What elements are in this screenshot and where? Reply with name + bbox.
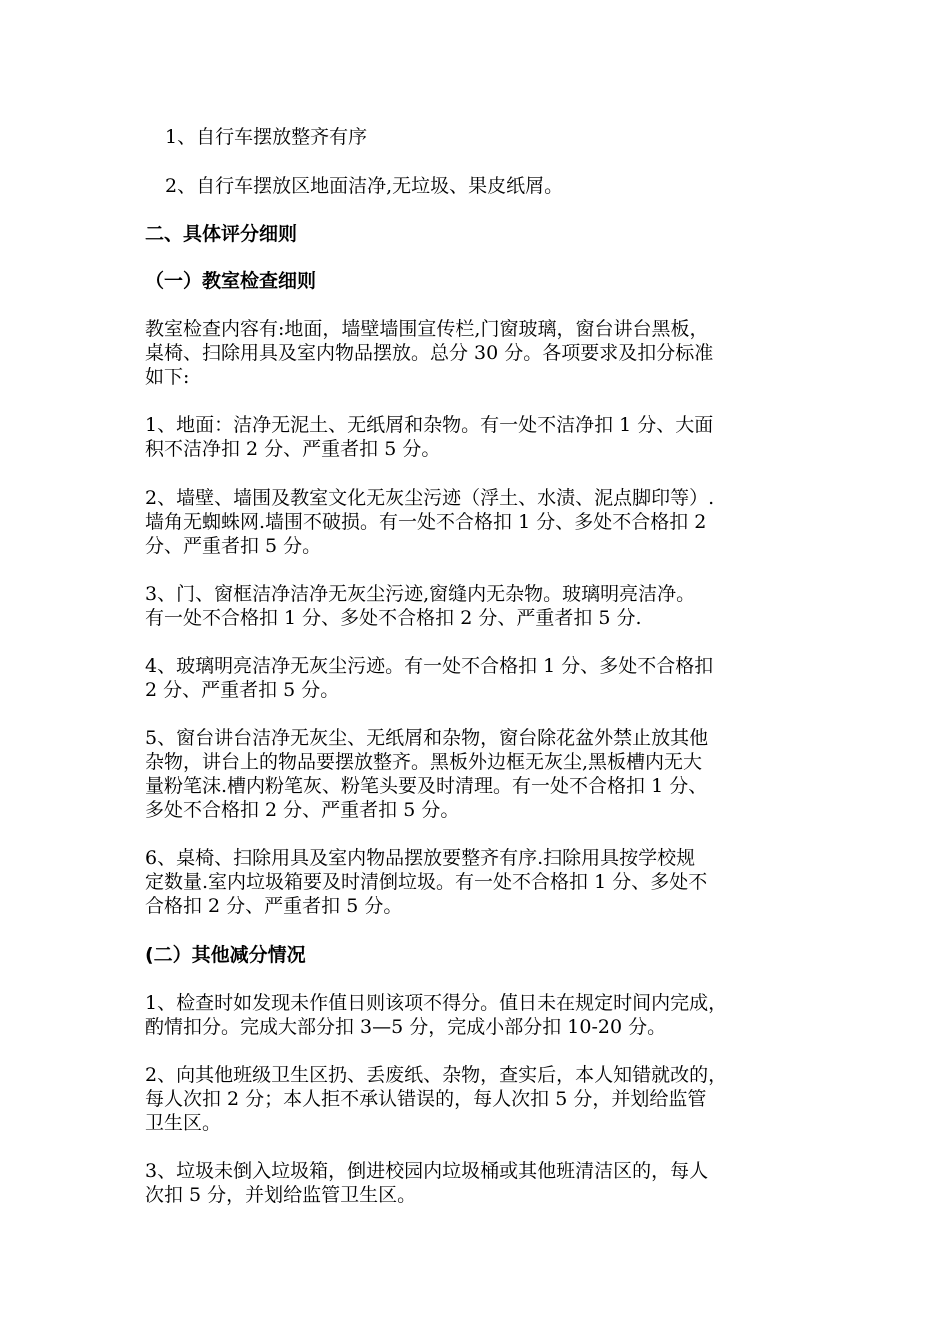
bike-item-1: 1、自行车摆放整齐有序 [165, 126, 368, 148]
intro-line: 教室检查内容有:地面，墙壁墙围宣传栏,门窗玻璃，窗台讲台黑板， [145, 318, 709, 340]
rule-item-line: 积不洁净扣 2 分、严重者扣 5 分。 [145, 438, 441, 460]
rule-item-line: 有一处不合格扣 1 分、多处不合格扣 2 分、严重者扣 5 分. [145, 607, 642, 629]
intro-line: 桌椅、扫除用具及室内物品摆放。总分 30 分。各项要求及扣分标准 [145, 342, 714, 364]
rule-item-line: 3、门、窗框洁净洁净无灰尘污迹,窗缝内无杂物。玻璃明亮洁净。 [145, 583, 696, 605]
other-item-line: 酌情扣分。完成大部分扣 3—5 分，完成小部分扣 10-20 分。 [145, 1016, 667, 1038]
rule-item-line: 4、玻璃明亮洁净无灰尘污迹。有一处不合格扣 1 分、多处不合格扣 [145, 655, 714, 677]
rule-item-line: 杂物，讲台上的物品要摆放整齐。黑板外边框无灰尘,黑板槽内无大 [145, 751, 703, 773]
other-item-line: 每人次扣 2 分；本人拒不承认错误的，每人次扣 5 分，并划给监管 [145, 1088, 707, 1110]
rule-item-line: 2 分、严重者扣 5 分。 [145, 679, 340, 701]
rule-item-line: 5、窗台讲台洁净无灰尘、无纸屑和杂物，窗台除花盆外禁止放其他 [145, 727, 709, 749]
rule-item-line: 2、墙壁、墙围及教室文化无灰尘污迹（浮土、水渍、泥点脚印等）. [145, 487, 715, 509]
other-item-line: 次扣 5 分，并划给监管卫生区。 [145, 1184, 417, 1206]
rule-item-line: 6、桌椅、扫除用具及室内物品摆放要整齐有序.扫除用具按学校规 [145, 847, 696, 869]
rule-item-line: 定数量.室内垃圾箱要及时清倒垃圾。有一处不合格扣 1 分、多处不 [145, 871, 708, 893]
other-item-line: 1、检查时如发现未作值日则该项不得分。值日未在规定时间内完成， [145, 992, 728, 1014]
rule-item-line: 分、严重者扣 5 分。 [145, 535, 322, 557]
other-item-line: 卫生区。 [145, 1112, 222, 1134]
subsection-heading-classroom: （一）教室检查细则 [145, 270, 317, 292]
bike-item-2: 2、自行车摆放区地面洁净,无垃圾、果皮纸屑。 [165, 175, 564, 197]
other-item-line: 2、向其他班级卫生区扔、丢废纸、杂物，查实后，本人知错就改的， [145, 1064, 728, 1086]
rule-item-line: 量粉笔沫.槽内粉笔灰、粉笔头要及时清理。有一处不合格扣 1 分、 [145, 775, 708, 797]
other-item-line: 3、垃圾未倒入垃圾箱，倒进校园内垃圾桶或其他班清洁区的，每人 [145, 1160, 709, 1182]
subsection-heading-other: (二）其他减分情况 [145, 944, 306, 966]
rule-item-line: 1、地面：洁净无泥土、无纸屑和杂物。有一处不洁净扣 1 分、大面 [145, 414, 714, 436]
section-heading: 二、具体评分细则 [145, 223, 298, 245]
rule-item-line: 多处不合格扣 2 分、严重者扣 5 分。 [145, 799, 460, 821]
rule-item-line: 合格扣 2 分、严重者扣 5 分。 [145, 895, 403, 917]
rule-item-line: 墙角无蜘蛛网.墙围不破损。有一处不合格扣 1 分、多处不合格扣 2 [145, 511, 707, 533]
intro-line: 如下: [145, 366, 190, 388]
